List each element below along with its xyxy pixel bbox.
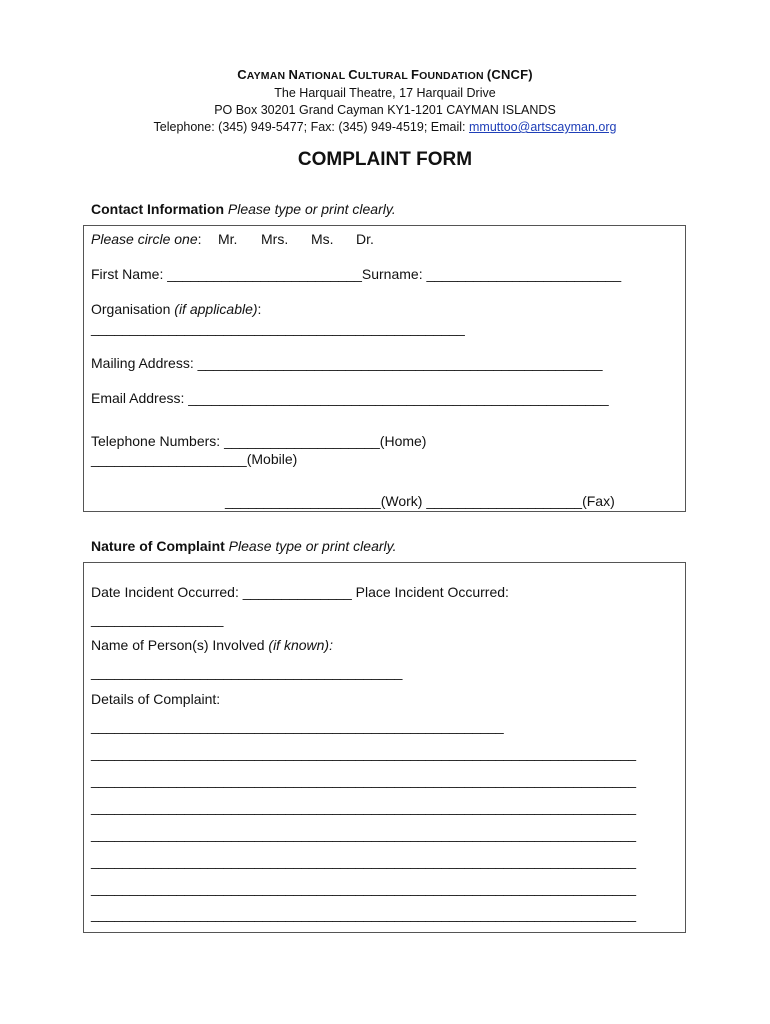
- mailing-address-field[interactable]: Mailing Address: ____________________________________________________: [91, 355, 603, 371]
- complaint-section-heading: Nature of Complaint Please type or print clearly.: [91, 538, 397, 554]
- details-line[interactable]: _____________________________________________________: [91, 718, 504, 734]
- title-option-mrs[interactable]: Mrs.: [261, 231, 289, 247]
- telephone-mobile-field[interactable]: ____________________(Mobile): [91, 451, 298, 467]
- title-circle-label: Please circle one:: [91, 231, 202, 247]
- persons-involved-label: Name of Person(s) Involved (if known):: [91, 637, 333, 653]
- details-line[interactable]: ______________________________________________________________________: [91, 799, 637, 815]
- details-line[interactable]: ______________________________________________________________________: [91, 772, 637, 788]
- details-line[interactable]: ______________________________________________________________________: [91, 745, 637, 761]
- details-line[interactable]: ______________________________________________________________________: [91, 853, 637, 869]
- organisation-field[interactable]: ________________________________________________: [91, 320, 465, 336]
- persons-involved-field[interactable]: ________________________________________: [91, 664, 403, 680]
- place-field-blank[interactable]: _________________: [91, 611, 224, 627]
- details-line[interactable]: ______________________________________________________________________: [91, 826, 637, 842]
- address-line-1: The Harquail Theatre, 17 Harquail Drive: [274, 86, 496, 100]
- title-option-ms[interactable]: Ms.: [311, 231, 334, 247]
- date-place-field[interactable]: Date Incident Occurred: ______________ Place Incident Occurred:: [91, 584, 509, 600]
- organisation-label: Organisation (if applicable):: [91, 301, 262, 317]
- title-option-mr[interactable]: Mr.: [218, 231, 238, 247]
- telephone-home-field[interactable]: Telephone Numbers: ____________________(Home): [91, 433, 427, 449]
- details-label: Details of Complaint:: [91, 691, 221, 707]
- organization-name: CAYMAN NATIONAL CULTURAL FOUNDATION (CNCF): [237, 67, 533, 82]
- email-link[interactable]: mmuttoo@artscayman.org: [469, 120, 617, 134]
- address-line-2: PO Box 30201 Grand Cayman KY1-1201 CAYMAN ISLANDS: [214, 103, 556, 117]
- page-title: COMPLAINT FORM: [297, 149, 473, 170]
- title-option-dr[interactable]: Dr.: [356, 231, 374, 247]
- telephone-work-fax-field[interactable]: ____________________(Work) ____________________(Fax): [225, 493, 615, 509]
- contact-line: Telephone: (345) 949-5477; Fax: (345) 949-4519; Email: mmuttoo@artscayman.org: [153, 120, 617, 134]
- contact-section-heading: Contact Information Please type or print clearly.: [91, 201, 396, 217]
- name-field-line[interactable]: First Name: _________________________Surname: _________________________: [91, 266, 622, 282]
- details-line[interactable]: ______________________________________________________________________: [91, 906, 637, 922]
- details-line[interactable]: ______________________________________________________________________: [91, 880, 637, 896]
- letterhead: [0, 66, 770, 136]
- email-address-field[interactable]: Email Address: ______________________________________________________: [91, 390, 609, 406]
